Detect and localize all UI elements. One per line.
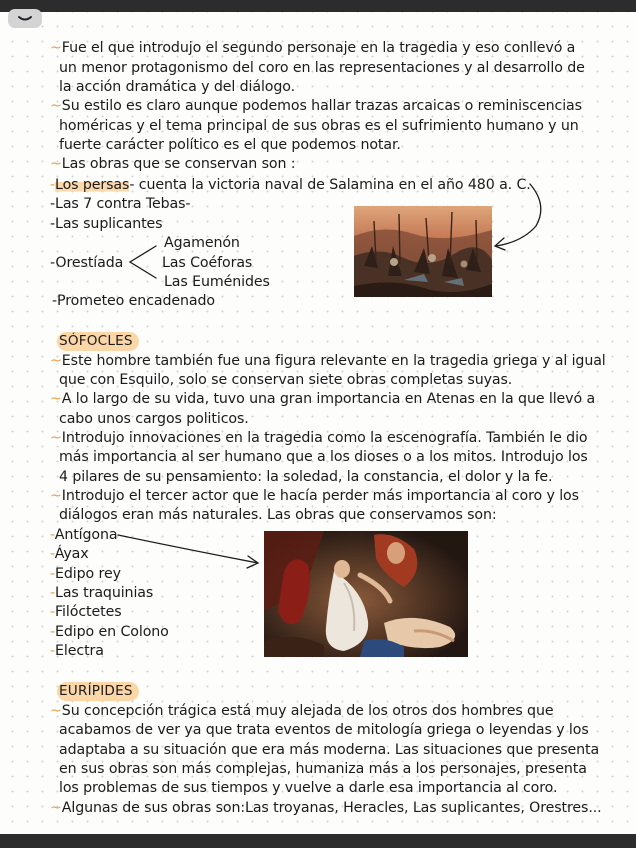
bottom-bar: [0, 834, 636, 848]
work-item-orestiada: -Orestíada: [50, 255, 124, 271]
text-line: la acción dramática y del diálogo.: [59, 79, 296, 95]
text-line: ~Fue el que introdujo el segundo personaje en la tragedia y eso conllevó a: [50, 40, 576, 56]
work-item: -Edipo en Colono: [50, 624, 169, 640]
text-line: ~A lo largo de su vida, tuvo una gran importancia en Atenas en la que llevó a: [50, 391, 596, 407]
persas-arrow: [495, 184, 541, 250]
text-line: que con Esquilo, solo se conservan siete obras completas suyas.: [59, 372, 513, 388]
orestiada-part: Las Coéforas: [162, 255, 253, 271]
text-line: ~Este hombre también fue una figura relevante en la tragedia griega y al igual: [50, 353, 606, 369]
work-item: -Las 7 contra Tebas-: [50, 196, 191, 212]
work-item: -Las traquinias: [50, 585, 154, 601]
text-line: cabo unos cargos politicos.: [59, 411, 249, 427]
work-item: -Electra: [50, 643, 104, 659]
text-line: ~Introdujo innovaciones en la tragedia como la escenografía. También le dio: [50, 430, 588, 446]
text-line: ~Introdujo el tercer actor que le hacía perder más importancia al coro y los: [50, 488, 579, 504]
work-item: -Filóctetes: [50, 604, 122, 620]
text-line: adaptaba a su situación que era más moderna. Las situaciones que presenta: [59, 742, 600, 758]
text-line: diálogos eran más naturales. Las obras que conservamos son:: [59, 507, 497, 523]
antigona-arrow: [118, 535, 258, 568]
work-item: -Prometeo encadenado: [52, 293, 215, 309]
work-item: -Edipo rey: [50, 566, 121, 582]
work-item: -Áyax: [50, 546, 89, 562]
orestiada-part: Las Euménides: [164, 274, 270, 290]
text-line: fuerte carácter político es el que podemos notar.: [59, 137, 401, 153]
text-line: ~Su concepción trágica está muy alejada de los otros dos hombres que: [50, 703, 554, 719]
orestiada-part: Agamenón: [164, 235, 240, 251]
text-line: ~Algunas de sus obras son:Las troyanas, Heracles, Las suplicantes, Orestres...: [50, 800, 602, 816]
section-heading-euripides: EURÍPIDES: [57, 682, 139, 701]
text-line: un menor protagonismo del coro en las representaciones y al desarrollo de: [59, 60, 585, 76]
text-line: ~Su estilo es claro aunque podemos hallar trazas arcaicas o reminiscencias: [50, 98, 582, 114]
work-item: -Las suplicantes: [50, 216, 163, 232]
text-line: más importancia al ser humano que a los dioses o a los mitos. Introdujo los: [59, 449, 588, 465]
text-line: ~Las obras que se conservan son :: [50, 156, 296, 172]
text-line: los problemas de sus tiempos y vuelve a darle esa importancia al coro.: [59, 780, 558, 796]
text-line: homéricas y el tema principal de sus obras es el sufrimiento humano y un: [59, 118, 579, 134]
orestiada-brace: [130, 246, 156, 278]
text-line: en sus obras son más complejas, humaniza más a los personajes, presenta: [59, 761, 587, 777]
work-item: -Antígona: [50, 527, 118, 543]
section-heading-sofocles: SÓFOCLES: [57, 332, 139, 351]
text-line: acabamos de ver ya que trata eventos de mitología griega o leyendas y los: [59, 722, 589, 738]
work-item-los-persas: -Los persas- cuenta la victoria naval de Salamina en el año 480 a. C.: [50, 177, 531, 193]
text-line: 4 pilares de su pensamiento: la soledad, la constancia, el dolor y la fe.: [59, 469, 553, 485]
